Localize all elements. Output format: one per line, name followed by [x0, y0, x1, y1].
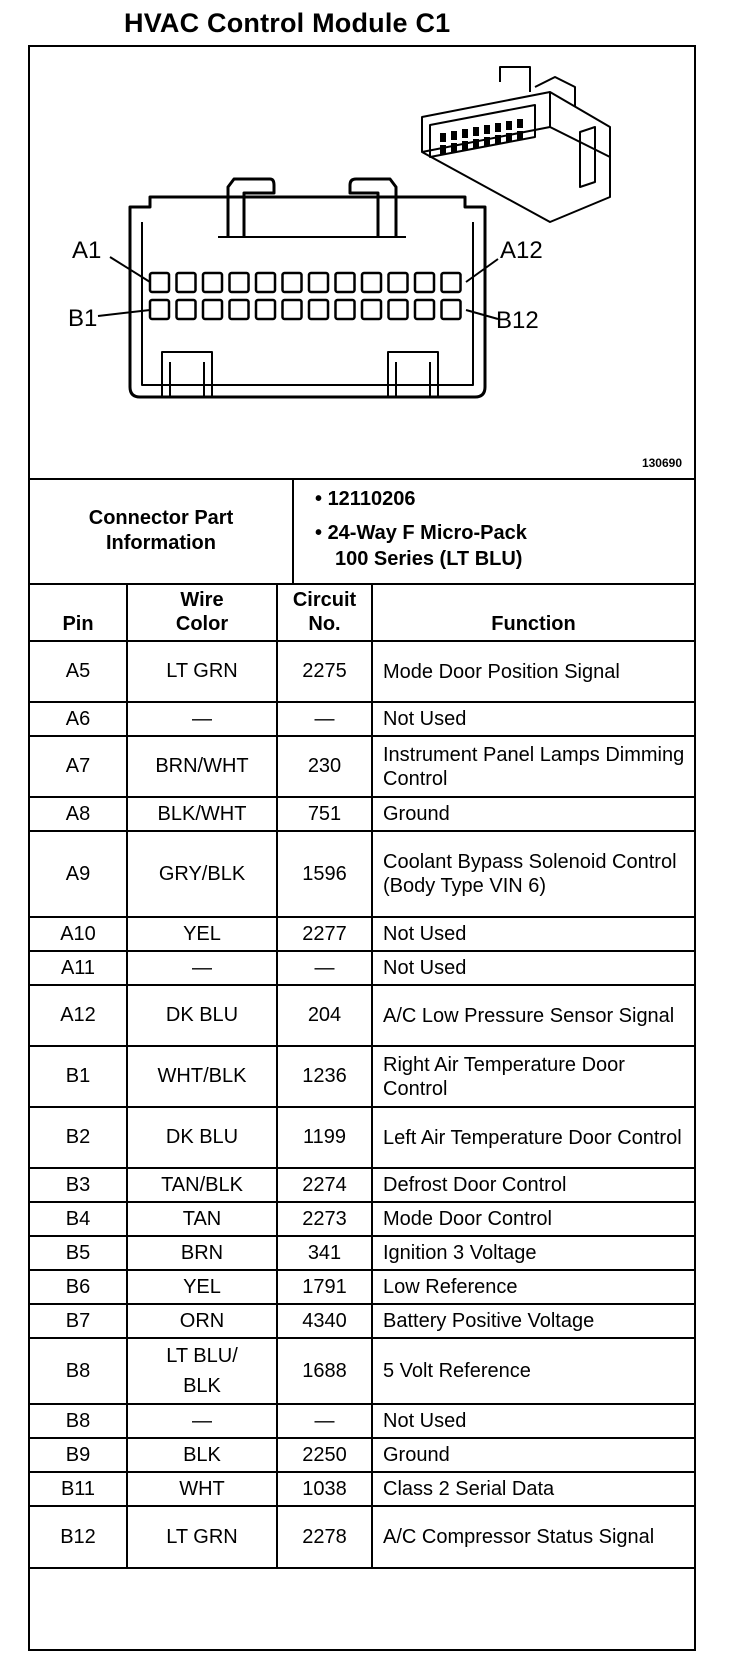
cell-function: Instrument Panel Lamps Dimming Control: [372, 736, 694, 797]
header-wire-line1: Wire: [180, 589, 224, 611]
cell-pin: A8: [30, 797, 127, 831]
table-row: [30, 1304, 694, 1338]
part-number: 12110206: [327, 488, 416, 510]
connector-description-line2: 100 Series (LT BLU): [335, 548, 523, 570]
table-row: [30, 1404, 694, 1438]
table-row: [30, 1506, 694, 1568]
pin-label-b12: B12: [496, 307, 539, 334]
pin-label-b1: B1: [68, 305, 98, 332]
cell-wire-color: TAN: [127, 1202, 277, 1236]
cell-circuit-no: 341: [277, 1236, 372, 1270]
pinout-table: [30, 583, 694, 1569]
cell-pin: B9: [30, 1438, 127, 1472]
pin-cavity: [256, 300, 275, 319]
cell-wire-color: BRN/WHT: [127, 736, 277, 797]
table-row: [30, 1438, 694, 1472]
pin-cavity: [389, 300, 408, 319]
table-row: [30, 985, 694, 1046]
cell-wire-color: YEL: [127, 917, 277, 951]
cell-function: Not Used: [372, 917, 694, 951]
cell-wire-color: —: [127, 951, 277, 985]
connector-info-label: [30, 478, 294, 583]
pinout-table-header: [30, 583, 694, 641]
cell-circuit-no: 1236: [277, 1046, 372, 1107]
pin-cavity: [203, 300, 222, 319]
table-row: [30, 1046, 694, 1107]
cell-circuit-no: 1199: [277, 1107, 372, 1168]
table-row: [30, 1270, 694, 1304]
cell-circuit-no: 4340: [277, 1304, 372, 1338]
cell-function: Left Air Temperature Door Control: [372, 1107, 694, 1168]
cell-wire-color: BLK/WHT: [127, 797, 277, 831]
cell-pin: A11: [30, 951, 127, 985]
cell-circuit-no: 2278: [277, 1506, 372, 1568]
cell-pin: B11: [30, 1472, 127, 1506]
connector-info-label-line1: Connector Part: [88, 506, 234, 529]
cell-wire-color: ORN: [127, 1304, 277, 1338]
cell-wire-color: WHT: [127, 1472, 277, 1506]
cell-circuit-no: —: [277, 951, 372, 985]
pin-cavity: [177, 300, 196, 319]
cell-circuit-no: 2273: [277, 1202, 372, 1236]
connector-info-label-line2: Information: [106, 531, 216, 554]
cell-pin: A5: [30, 641, 127, 702]
cell-wire-color: DK BLU: [127, 1107, 277, 1168]
pin-cavity: [150, 273, 169, 292]
table-row: [30, 641, 694, 702]
cell-function: A/C Compressor Status Signal: [372, 1506, 694, 1568]
cell-pin: B8: [30, 1338, 127, 1404]
cell-wire-color: YEL: [127, 1270, 277, 1304]
cell-circuit-no: 2277: [277, 917, 372, 951]
cell-function: Right Air Temperature Door Control: [372, 1046, 694, 1107]
pin-label-a1: A1: [72, 237, 102, 264]
cell-function: Mode Door Control: [372, 1202, 694, 1236]
table-row: [30, 1202, 694, 1236]
cell-pin: B3: [30, 1168, 127, 1202]
cell-pin: B5: [30, 1236, 127, 1270]
cell-circuit-no: 1038: [277, 1472, 372, 1506]
cell-function: Ground: [372, 797, 694, 831]
cell-circuit-no: 751: [277, 797, 372, 831]
cell-function: Battery Positive Voltage: [372, 1304, 694, 1338]
pin-cavity: [362, 300, 381, 319]
connector-description-line1: 24-Way F Micro-Pack: [327, 522, 527, 544]
cell-wire-color: GRY/BLK: [127, 831, 277, 917]
pin-cavity: [177, 273, 196, 292]
pin-cavity: [283, 273, 302, 292]
cell-pin: B12: [30, 1506, 127, 1568]
table-row: [30, 702, 694, 736]
cell-circuit-no: 1688: [277, 1338, 372, 1404]
table-row: [30, 1472, 694, 1506]
pin-cavity: [415, 273, 434, 292]
pin-cavity: [336, 300, 355, 319]
pin-cavity: [230, 300, 249, 319]
table-row: [30, 831, 694, 917]
pin-cavity: [283, 300, 302, 319]
pin-cavity: [389, 273, 408, 292]
cell-pin: B1: [30, 1046, 127, 1107]
cell-function: Ignition 3 Voltage: [372, 1236, 694, 1270]
cell-wire-color: DK BLU: [127, 985, 277, 1046]
pin-cavity: [203, 273, 222, 292]
cell-function: Not Used: [372, 1404, 694, 1438]
cell-wire-color: LT GRN: [127, 1506, 277, 1568]
cell-pin: B6: [30, 1270, 127, 1304]
cell-pin: A9: [30, 831, 127, 917]
cell-circuit-no: 1596: [277, 831, 372, 917]
table-row: [30, 1107, 694, 1168]
table-row: [30, 1236, 694, 1270]
cell-function: A/C Low Pressure Sensor Signal: [372, 985, 694, 1046]
cell-function: Coolant Bypass Solenoid Control (Body Type VIN 6): [372, 831, 694, 917]
cell-pin: B7: [30, 1304, 127, 1338]
pin-cavity: [256, 273, 275, 292]
table-row: [30, 797, 694, 831]
pin-cavity: [230, 273, 249, 292]
cell-circuit-no: —: [277, 1404, 372, 1438]
connector-document-frame: [28, 45, 696, 1651]
cell-pin: A7: [30, 736, 127, 797]
cell-circuit-no: 230: [277, 736, 372, 797]
cell-wire-color: BRN: [127, 1236, 277, 1270]
header-wire-line2: Color: [175, 613, 229, 635]
cell-circuit-no: 1791: [277, 1270, 372, 1304]
connector-diagram: [30, 47, 694, 480]
cell-circuit-no: —: [277, 702, 372, 736]
connector-face-drawing: [30, 47, 694, 478]
pin-cavity: [309, 273, 328, 292]
cell-function: Class 2 Serial Data: [372, 1472, 694, 1506]
header-wire-color: [127, 583, 277, 641]
pin-cavity: [336, 273, 355, 292]
page-title: HVAC Control Module C1: [124, 8, 451, 38]
header-circuit-line1: Circuit: [292, 589, 357, 611]
cell-circuit-no: 204: [277, 985, 372, 1046]
header-function: Function: [372, 583, 694, 641]
cell-wire-color: LT GRN: [127, 641, 277, 702]
connector-info-details: • 12110206 • 24-Way F Micro-Pack 100 Series (LT BLU): [315, 488, 527, 570]
cell-wire-color: —: [127, 1404, 277, 1438]
cell-pin: B8: [30, 1404, 127, 1438]
cell-wire-color: WHT/BLK: [127, 1046, 277, 1107]
pin-label-a12: A12: [500, 237, 543, 264]
figure-number: 130690: [641, 456, 682, 470]
pin-cavity: [415, 300, 434, 319]
pin-cavity: [442, 300, 461, 319]
cell-pin: B2: [30, 1107, 127, 1168]
cell-wire-color: —: [127, 702, 277, 736]
pin-cavity: [362, 273, 381, 292]
cell-circuit-no: 2274: [277, 1168, 372, 1202]
cell-function: Defrost Door Control: [372, 1168, 694, 1202]
cell-function: Not Used: [372, 951, 694, 985]
cell-function: Not Used: [372, 702, 694, 736]
cell-pin: A12: [30, 985, 127, 1046]
header-pin: Pin: [30, 583, 127, 641]
cell-function: 5 Volt Reference: [372, 1338, 694, 1404]
table-row: [30, 1168, 694, 1202]
header-circuit-line2: No.: [308, 613, 341, 635]
table-row: [30, 951, 694, 985]
pin-cavity: [150, 300, 169, 319]
cell-pin: A10: [30, 917, 127, 951]
pin-cavity: [442, 273, 461, 292]
cell-pin: A6: [30, 702, 127, 736]
cell-circuit-no: 2275: [277, 641, 372, 702]
cell-wire-color: LT BLU/ BLK: [127, 1338, 277, 1404]
cell-function: Ground: [372, 1438, 694, 1472]
table-row: [30, 736, 694, 797]
pin-cavity: [309, 300, 328, 319]
cell-wire-color: BLK: [127, 1438, 277, 1472]
cell-wire-color: TAN/BLK: [127, 1168, 277, 1202]
cell-function: Mode Door Position Signal: [372, 641, 694, 702]
header-circuit-no: [277, 583, 372, 641]
table-row: [30, 1338, 694, 1404]
connector-part-info: [30, 478, 694, 585]
cell-function: Low Reference: [372, 1270, 694, 1304]
cell-pin: B4: [30, 1202, 127, 1236]
table-row: [30, 917, 694, 951]
cell-circuit-no: 2250: [277, 1438, 372, 1472]
